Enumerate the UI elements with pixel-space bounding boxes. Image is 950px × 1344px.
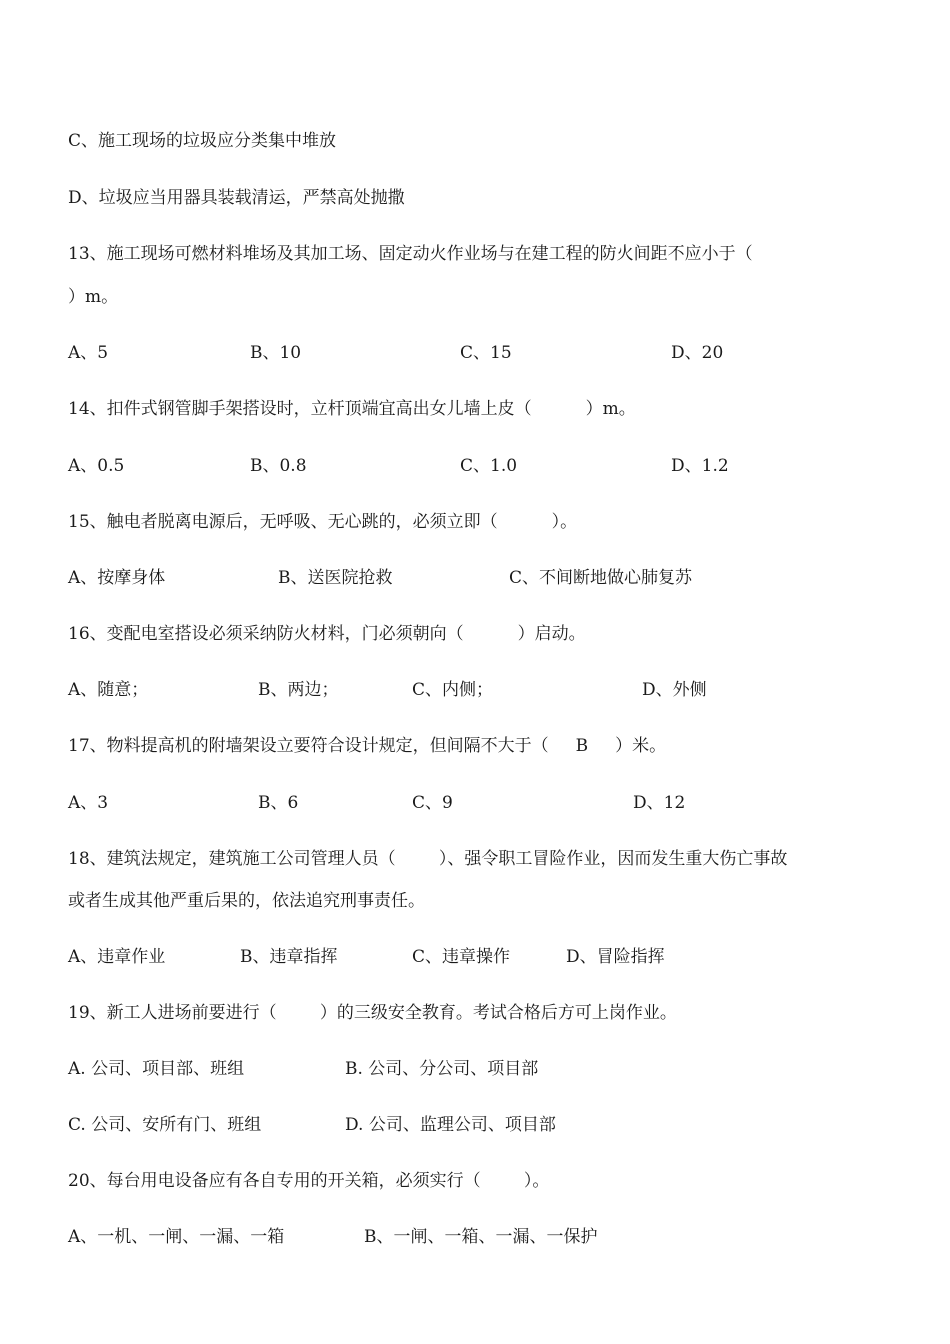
q15-option-b: B、送医院抢救 — [278, 568, 393, 588]
q16-option-c: C、内侧； — [412, 680, 494, 700]
q19-option-a: A. 公司、项目部、班组 — [68, 1059, 245, 1079]
q18-option-b: B、违章指挥 — [240, 947, 338, 967]
q13-option-b: B、10 — [250, 343, 302, 363]
q20-option-b: B、一闸、一箱、一漏、一保护 — [364, 1227, 598, 1247]
q17-option-a: A、3 — [68, 793, 109, 813]
q15-option-a: A、按摩身体 — [68, 568, 166, 588]
q16-option-a: A、随意； — [68, 680, 149, 700]
question-13-cont: ）m。 — [68, 287, 119, 307]
q20-option-a: A、一机、一闸、一漏、一箱 — [68, 1227, 285, 1247]
q14-option-d: D、1.2 — [671, 456, 729, 476]
q14-option-b: B、0.8 — [250, 456, 307, 476]
q19-option-c: C. 公司、安所有门、班组 — [68, 1115, 262, 1135]
q13-option-c: C、15 — [460, 343, 512, 363]
q13-option-a: A、5 — [68, 343, 109, 363]
question-18: 18、建筑法规定，建筑施工公司管理人员（ ）、强令职工冒险作业，因而发生重大伤亡事故 — [68, 849, 788, 869]
q18-option-a: A、违章作业 — [68, 947, 166, 967]
q15-option-c: C、不间断地做心肺复苏 — [509, 568, 693, 588]
question-19: 19、新工人进场前要进行（ ）的三级安全教育。考试合格后方可上岗作业。 — [68, 1003, 677, 1023]
question-15: 15、触电者脱离电源后，无呼吸、无心跳的，必须立即（ ）。 — [68, 512, 578, 532]
question-18-cont: 或者生成其他严重后果的，依法追究刑事责任。 — [68, 891, 425, 911]
q16-option-b: B、两边； — [258, 680, 339, 700]
q17-option-c: C、9 — [412, 793, 453, 813]
question-16: 16、变配电室搭设必须采纳防火材料，门必须朝向（ ）启动。 — [68, 624, 586, 644]
q17-option-b: B、6 — [258, 793, 299, 813]
question-14: 14、扣件式钢管脚手架搭设时，立杆顶端宜高出女儿墙上皮（ ）m。 — [68, 399, 636, 419]
question-13: 13、施工现场可燃材料堆场及其加工场、固定动火作业场与在建工程的防火间距不应小于（ — [68, 244, 753, 264]
q19-option-d: D. 公司、监理公司、项目部 — [345, 1115, 556, 1135]
q14-option-a: A、0.5 — [68, 456, 125, 476]
q18-option-c: C、违章操作 — [412, 947, 511, 967]
question-17: 17、物料提高机的附墙架设立要符合设计规定，但间隔不大于（ B ）米。 — [68, 736, 667, 756]
question-20: 20、每台用电设备应有各自专用的开关箱，必须实行（ ）。 — [68, 1171, 550, 1191]
q19-option-b: B. 公司、分公司、项目部 — [345, 1059, 539, 1079]
q16-option-d: D、外侧 — [642, 680, 707, 700]
option-d-prev: D、垃圾应当用器具装载清运，严禁高处抛撒 — [68, 188, 405, 208]
q13-option-d: D、20 — [671, 343, 724, 363]
q17-option-d: D、12 — [633, 793, 686, 813]
option-c-prev: C、施工现场的垃圾应分类集中堆放 — [68, 131, 337, 151]
q18-option-d: D、冒险指挥 — [566, 947, 665, 967]
q14-option-c: C、1.0 — [460, 456, 518, 476]
